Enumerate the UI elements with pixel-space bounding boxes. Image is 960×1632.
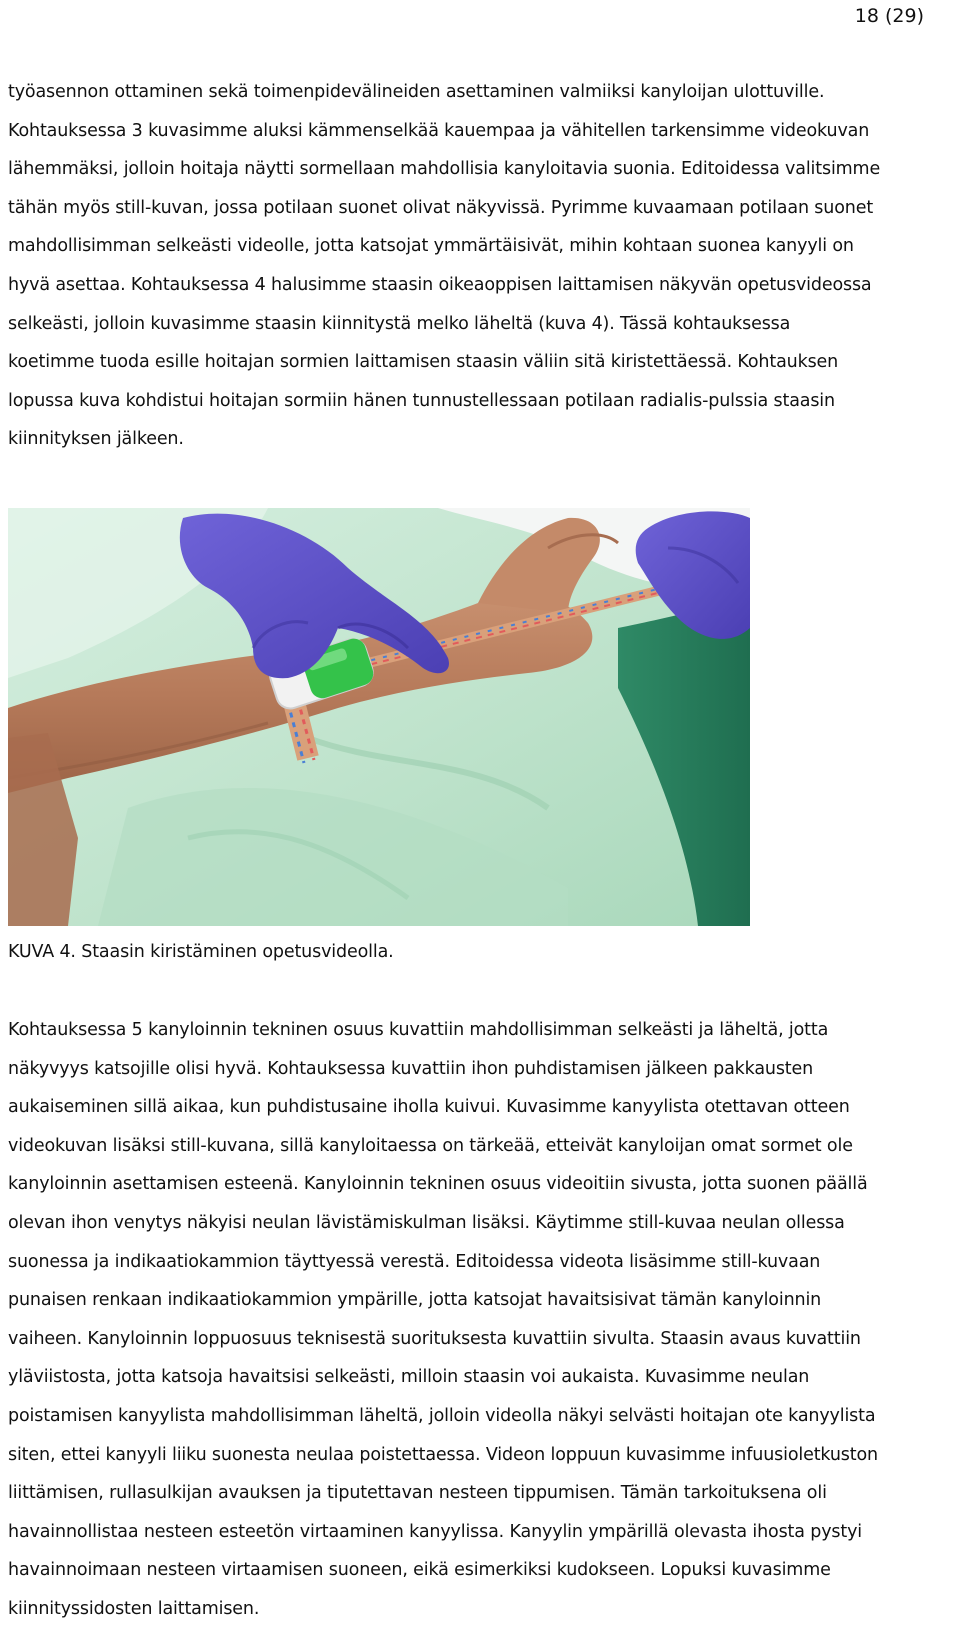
paragraph-line: Kohtauksessa 5 kanyloinnin tekninen osuus kuvattiin mahdollisimman selkeästi ja läheltä, jotta: [8, 1020, 829, 1040]
tourniquet-photo-illustration: [8, 508, 750, 926]
paragraph-line: mahdollisimman selkeästi videolle, jotta katsojat ymmärtäisivät, mihin kohtaan suonea kanyyli on: [8, 236, 854, 257]
paragraph-line: yläviistosta, jotta katsoja havaitsisi selkeästi, milloin staasin voi aukaista. Kuvasimme neulan: [8, 1367, 810, 1388]
paragraph-line: lopussa kuva kohdistui hoitajan sormiin hänen tunnustellessaan potilaan radialis-pulssia staasin: [8, 390, 835, 411]
paragraph-line: kiinnityssidosten laittamisen.: [8, 1598, 260, 1619]
paragraph-line: koetimme tuoda esille hoitajan sormien laittamisen staasin väliin sitä kiristettäessä. Kohtauksen: [8, 352, 839, 373]
paragraph-line: olevan ihon venytys näkyisi neulan lävistämiskulman lisäksi. Käytimme still-kuvaa neulan ollessa: [8, 1212, 845, 1233]
paragraph-line: kanyloinnin asettamisen esteenä. Kanyloinnin tekninen osuus videoitiin sivusta, jotta suonen päällä: [8, 1174, 868, 1195]
paragraph-line: kiinnityksen jälkeen.: [8, 429, 184, 450]
paragraph-line: liittämisen, rullasulkijan avauksen ja tiputettavan nesteen tippumisen. Tämän tarkoituksena oli: [8, 1483, 827, 1504]
paragraph-1: [8, 73, 958, 459]
paragraph-line: lähemmäksi, jolloin hoitaja näytti sormellaan mahdollisia kanyloitavia suonia. Editoidessa valitsimme: [8, 159, 881, 180]
paragraph-line: havainnoimaan nesteen virtaamisen suoneen, eikä esimerkiksi kudokseen. Lopuksi kuvasimme: [8, 1560, 831, 1581]
paragraph-line: poistamisen kanyylista mahdollisimman läheltä, jolloin videolla näkyi selvästi hoitajan ote kanyylista: [8, 1405, 876, 1426]
paragraph-line: havainnollistaa nesteen esteetön virtaaminen kanyylissa. Kanyylin ympärillä olevasta ihosta pystyi: [8, 1521, 863, 1542]
paragraph-line: punaisen renkaan indikaatiokammion ympärille, jotta katsojat havaitsisivat tämän kanyloinnin: [8, 1290, 822, 1311]
paragraph-line: hyvä asettaa. Kohtauksessa 4 halusimme staasin oikeaoppisen laittamisen näkyvän opetusvideossa: [8, 274, 872, 295]
paragraph-line: aukaiseminen sillä aikaa, kun puhdistusaine iholla kuivui. Kuvasimme kanyylista otettavan otteen: [8, 1097, 850, 1118]
page-number: 18 (29): [854, 5, 924, 27]
paragraph-2: [8, 1011, 958, 1629]
paragraph-line: videokuvan lisäksi still-kuvana, sillä kanyloitaessa on tärkeää, etteivät kanyloijan omat sormet ole: [8, 1135, 853, 1156]
paragraph-line: siten, ettei kanyyli liiku suonesta neulaa poistettaessa. Videon loppuun kuvasimme infuusioletkuston: [8, 1444, 878, 1465]
figure-tourniquet-photo: [8, 508, 750, 926]
paragraph-line: suonessa ja indikaatiokammion täyttyessä verestä. Editoidessa videota lisäsimme still-kuvaan: [8, 1251, 821, 1272]
paragraph-line: tähän myös still-kuvan, jossa potilaan suonet olivat näkyvissä. Pyrimme kuvaamaan potilaan suonet: [8, 197, 874, 218]
paragraph-line: näkyvyys katsojille olisi hyvä. Kohtauksessa kuvattiin ihon puhdistamisen jälkeen pakkausten: [8, 1058, 814, 1079]
paragraph-line: selkeästi, jolloin kuvasimme staasin kiinnitystä melko läheltä (kuva 4). Tässä kohtauksessa: [8, 313, 791, 334]
paragraph-line: työasennon ottaminen sekä toimenpidevälineiden asettaminen valmiiksi kanyloijan ulottuville.: [8, 82, 825, 102]
paragraph-line: Kohtauksessa 3 kuvasimme aluksi kämmenselkää kauempaa ja vähitellen tarkensimme videokuvan: [8, 120, 870, 141]
paragraph-line: vaiheen. Kanyloinnin loppuosuus teknisestä suorituksesta kuvattiin sivulta. Staasin avaus kuvattiin: [8, 1328, 861, 1349]
figure-caption: KUVA 4. Staasin kiristäminen opetusvideolla.: [8, 942, 394, 962]
